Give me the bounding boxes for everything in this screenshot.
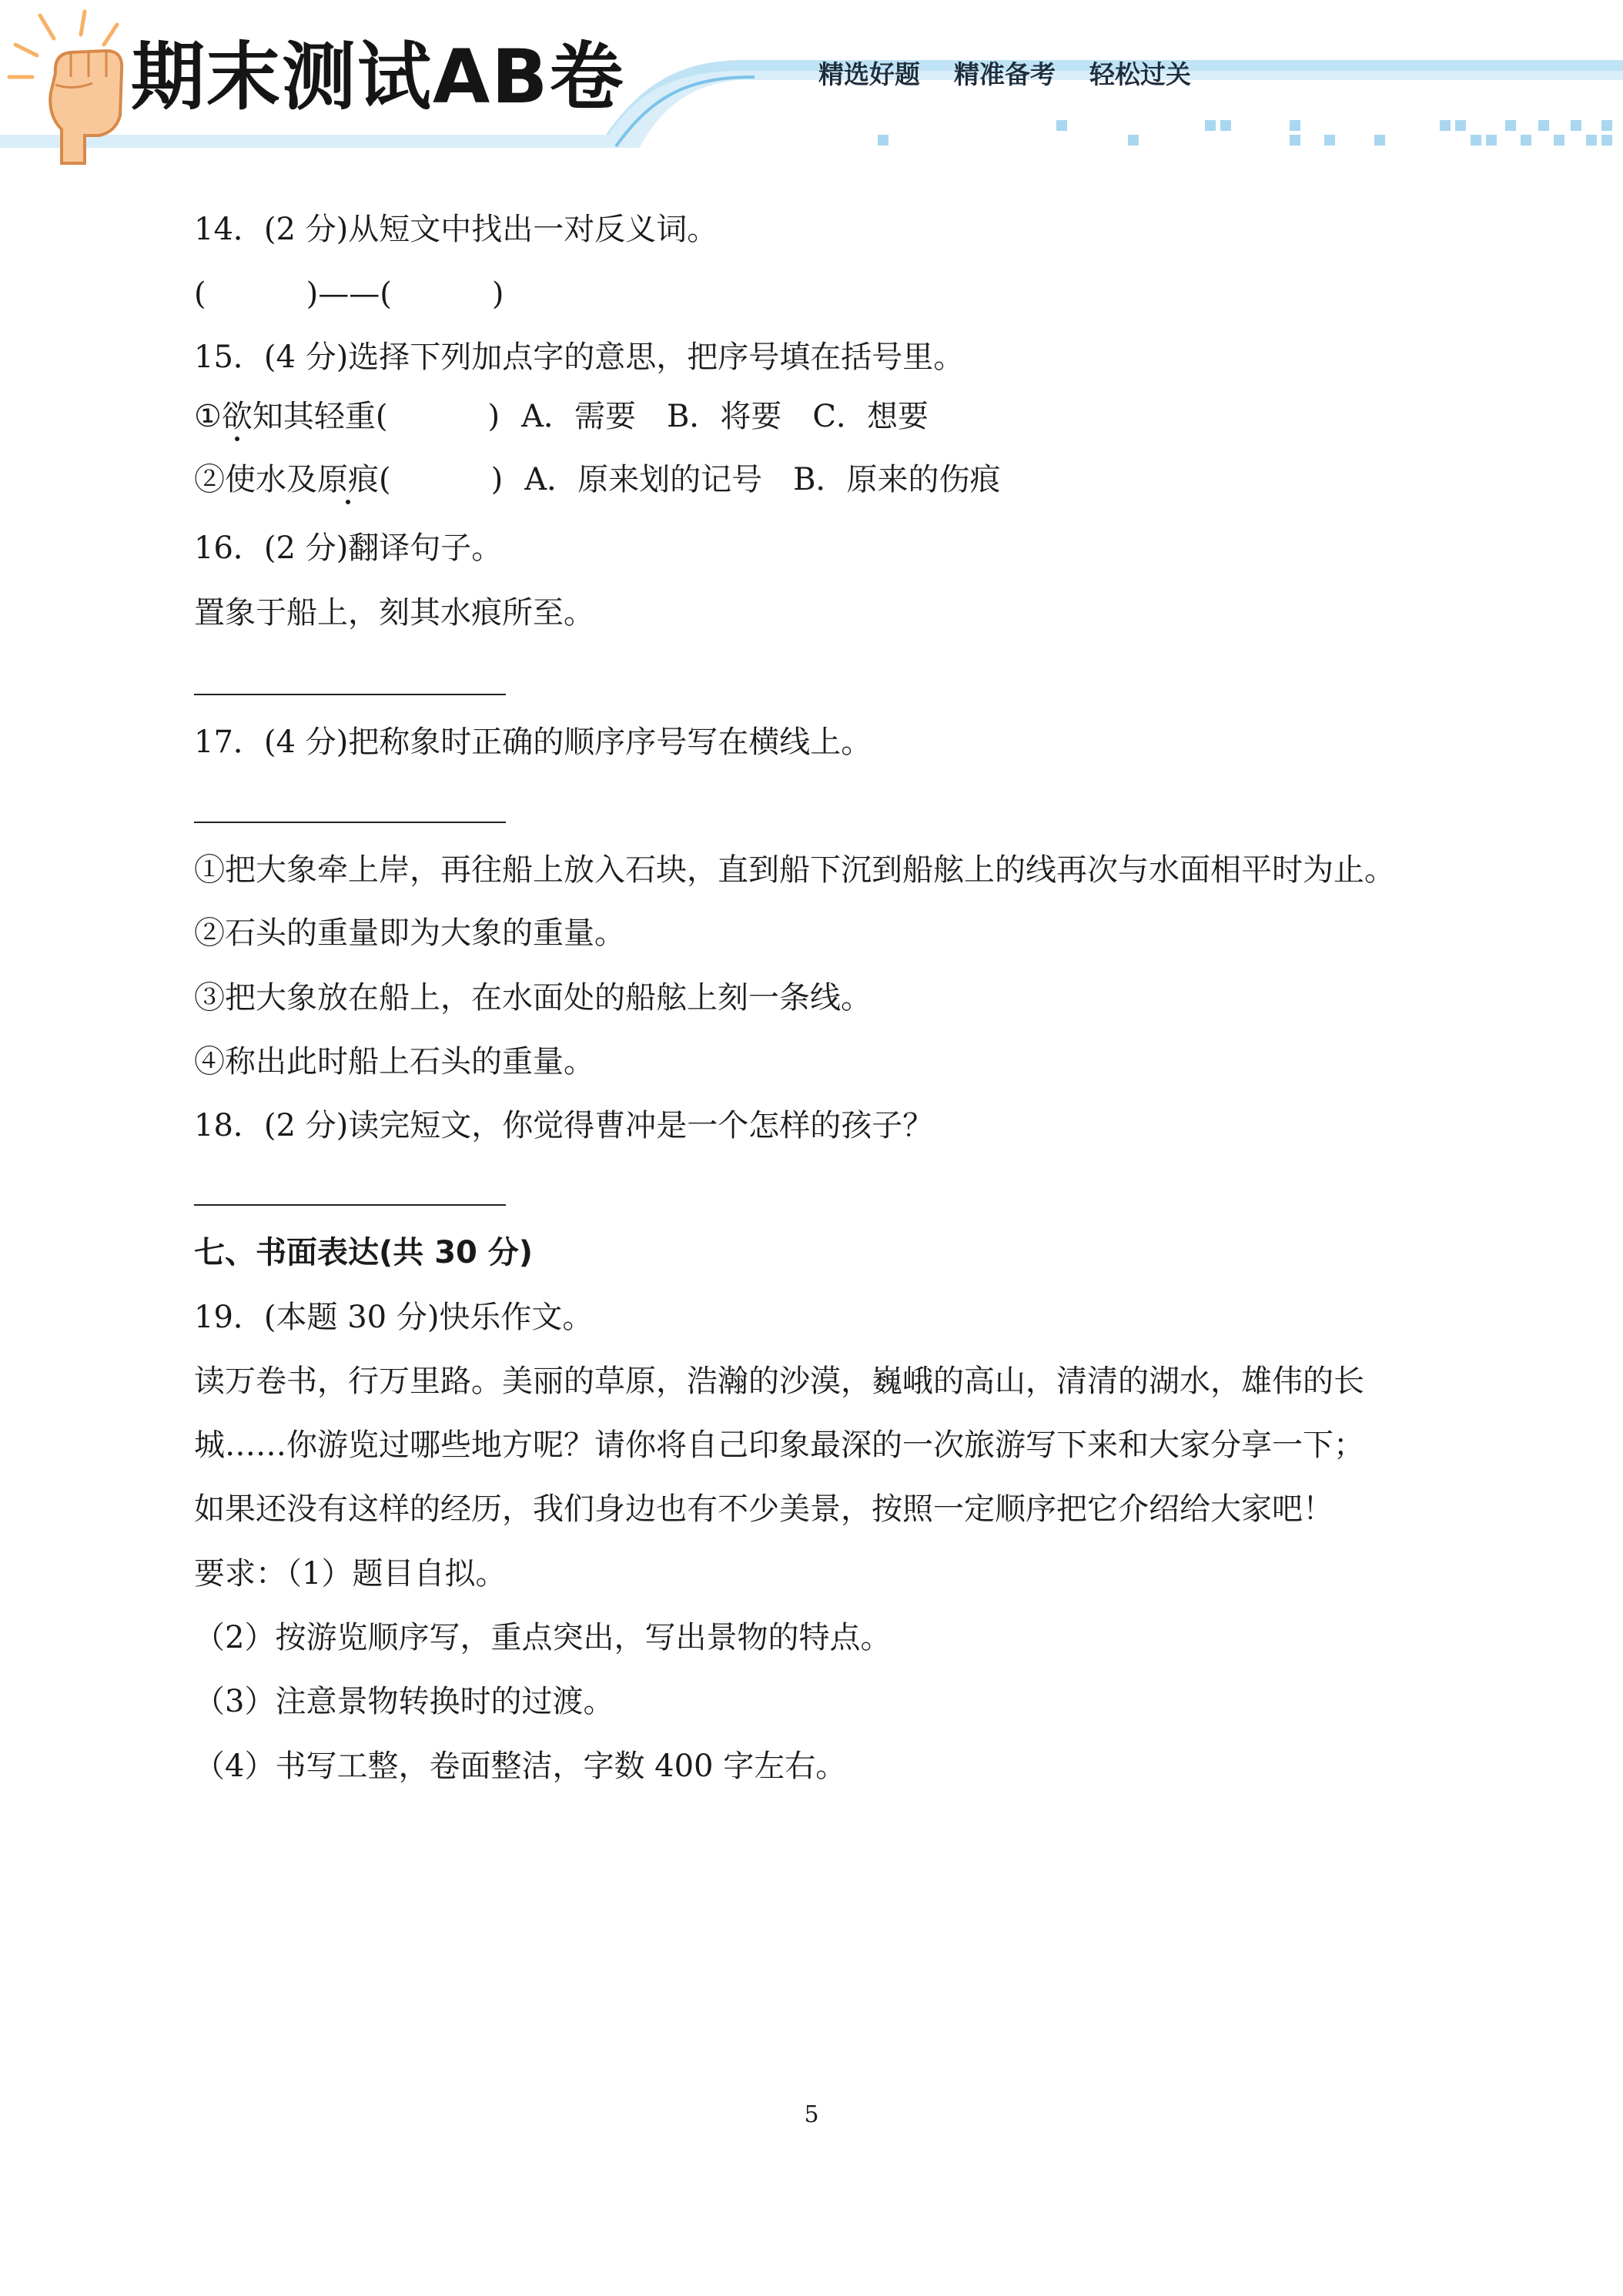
answer-options: A．需要 B．将要 C．想要 bbox=[521, 399, 929, 434]
blank-mid: )——( bbox=[306, 276, 392, 312]
section-7-title: 七、书面表达(共 30 分) bbox=[194, 1235, 534, 1270]
answer-options: A．原来划的记号 B．原来的伤痕 bbox=[524, 462, 1001, 497]
requirement-2: （2）按游览顺序写，重点突出，写出景物的特点。 bbox=[194, 1620, 892, 1655]
requirement-4: （4）书写工整，卷面整洁，字数 400 字左右。 bbox=[194, 1749, 847, 1784]
header-title: 期末测试AB卷 bbox=[131, 34, 625, 120]
step-2: ②石头的重量即为大象的重量。 bbox=[194, 915, 625, 951]
step-4: ④称出此时船上石头的重量。 bbox=[194, 1044, 594, 1079]
question-14-prompt: 14．(2 分)从短文中找出一对反义词。 bbox=[194, 212, 718, 247]
essay-paragraph-line-1: 读万卷书，行万里路。美丽的草原，浩瀚的沙漠，巍峨的高山，清清的湖水，雄伟的长 bbox=[194, 1364, 1364, 1399]
step-3: ③把大象放在船上，在水面处的船舷上刻一条线。 bbox=[194, 980, 872, 1016]
blank-close: ) bbox=[487, 399, 500, 434]
answer-line-18[interactable] bbox=[194, 1204, 506, 1206]
item-number: ① bbox=[194, 399, 222, 434]
essay-paragraph-line-3: 如果还没有这样的经历，我们身边也有不少美景，按照一定顺序把它介绍给大家吧！ bbox=[194, 1491, 1334, 1527]
blank-close: ) bbox=[491, 276, 504, 312]
question-19-prompt: 19．(本题 30 分)快乐作文。 bbox=[194, 1300, 594, 1335]
page-header bbox=[0, 0, 1623, 166]
question-15-prompt: 15．(4 分)选择下列加点字的意思，把序号填在括号里。 bbox=[194, 340, 965, 375]
question-16-sentence: 置象于船上，刻其水痕所至。 bbox=[194, 595, 594, 631]
item-text: 知其轻重( bbox=[252, 399, 388, 434]
essay-paragraph-line-2: 城……你游览过哪些地方呢？请你将自己印象最深的一次旅游写下来和大家分享一下； bbox=[194, 1427, 1364, 1463]
question-16-prompt: 16．(2 分)翻译句子。 bbox=[194, 530, 503, 566]
question-15-item-2 bbox=[194, 464, 1001, 495]
item-text: ②使水及 bbox=[194, 462, 317, 497]
slogan-2: 精准备考 bbox=[954, 59, 1056, 89]
slogan-3: 轻松过关 bbox=[1089, 59, 1191, 89]
slogan-1: 精选好题 bbox=[818, 59, 920, 89]
answer-line-17[interactable] bbox=[194, 822, 506, 823]
item-text: ( bbox=[379, 462, 391, 497]
dotted-character: 原痕 bbox=[317, 462, 379, 497]
question-18-prompt: 18．(2 分)读完短文，你觉得曹冲是一个怎样的孩子？ bbox=[194, 1108, 934, 1143]
blank-close: ) bbox=[490, 462, 504, 497]
dotted-character: 欲 bbox=[221, 399, 253, 434]
answer-line-16[interactable] bbox=[194, 694, 506, 695]
step-1: ①把大象牵上岸，再往船上放入石块，直到船下沉到船舷上的线再次与水面相平时为止。 bbox=[194, 852, 1395, 888]
question-15-item-1 bbox=[194, 401, 929, 432]
question-14-answer-blanks bbox=[194, 276, 504, 312]
question-17-prompt: 17．(4 分)把称象时正确的顺序序号写在横线上。 bbox=[194, 725, 872, 760]
page-number: 5 bbox=[804, 2101, 819, 2128]
requirement-3: （3）注意景物转换时的过渡。 bbox=[194, 1684, 614, 1719]
blank-open: ( bbox=[194, 276, 206, 312]
requirement-1: 要求：（1）题目自拟。 bbox=[194, 1556, 507, 1591]
